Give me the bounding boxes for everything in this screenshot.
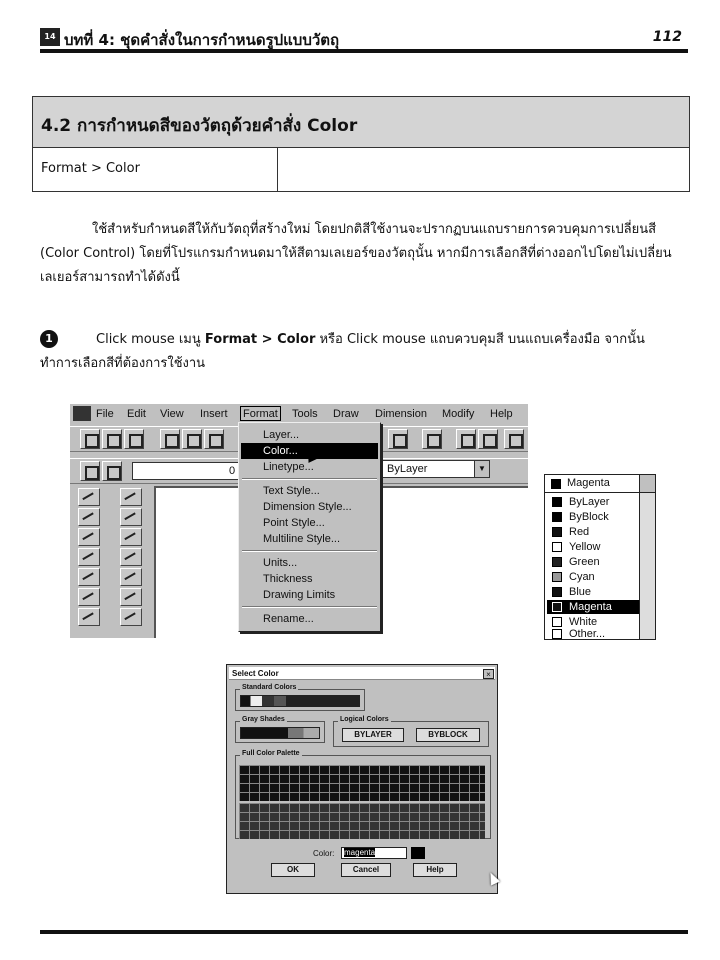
draw-toolbars	[70, 486, 154, 638]
menu-item-units[interactable]: Units...	[263, 557, 298, 569]
layers-icon[interactable]	[80, 461, 100, 481]
header-rule	[40, 49, 688, 53]
page-number: 112	[652, 29, 682, 45]
color-dropdown[interactable]	[544, 474, 656, 640]
tool-icon[interactable]	[422, 429, 442, 449]
mirror-icon[interactable]	[120, 528, 142, 546]
color-swatch	[552, 587, 562, 597]
color-option[interactable]	[547, 540, 639, 554]
track-icon[interactable]	[504, 429, 524, 449]
color-option-label: Yellow	[569, 541, 601, 553]
menu-edit[interactable]: Edit	[127, 408, 146, 420]
byblock-button[interactable]: BYBLOCK	[416, 728, 480, 742]
bylayer-button[interactable]: BYLAYER	[342, 728, 404, 742]
color-control-value: ByLayer	[387, 463, 428, 475]
color-option-label: Other...	[569, 628, 606, 639]
section-title: 4.2 การกำหนดสีของวัตถุด้วยคำสั่ง Color	[33, 97, 689, 148]
menu-item-drawing-limits[interactable]: Drawing Limits	[263, 589, 336, 601]
link-icon[interactable]	[456, 429, 476, 449]
step-text-part2: หรือ Click mouse แถบควบคุมสี บนแถบเครื่องมือ จากนั้นทำการเลือกสีที่ต้องการใช้งาน	[40, 332, 645, 371]
logical-colors-label: Logical Colors	[340, 716, 389, 723]
menu-item-multiline-style[interactable]: Multiline Style...	[263, 533, 341, 545]
color-swatch	[552, 617, 562, 627]
layer-control[interactable]	[132, 462, 246, 480]
erase-icon[interactable]	[120, 488, 142, 506]
line-icon[interactable]	[78, 488, 100, 506]
menu-item-text-style[interactable]: Text Style...	[263, 485, 320, 497]
layer-value: 0	[229, 465, 236, 477]
intro-paragraph: ใช้สำหรับกำหนดสีให้กับวัตถุที่สร้างใหม่ โดยปกติสีใช้งานจะปรากฏบนแถบรายการควบคุมการเปลี่ยนสี (Color Control) โดยที่โปรแกรมกำหนดมาให้สีตามเลเยอร์ของวัตถุนั้น หากมีการเลือกสีที่ต่างออกไปโดยไม่เปลี่ยนเลเยอร์สามารถทำได้ดังนี้	[40, 222, 672, 285]
move-icon[interactable]	[120, 588, 142, 606]
menu-separator	[242, 550, 377, 552]
color-input-value: magenta	[344, 848, 376, 857]
color-swatch	[551, 479, 561, 489]
chapter-badge-icon: 14	[40, 28, 60, 46]
pline-icon[interactable]	[78, 528, 100, 546]
color-option-label: White	[569, 616, 598, 628]
empty-cell	[278, 148, 689, 191]
rotate-icon[interactable]	[120, 608, 142, 626]
color-dropdown-value: Magenta	[567, 477, 610, 489]
offset-icon[interactable]	[120, 548, 142, 566]
color-option-selected[interactable]	[547, 600, 639, 614]
menu-path: Format > Color	[33, 148, 278, 191]
menu-dimension[interactable]: Dimension	[375, 408, 427, 420]
ok-button[interactable]: OK	[271, 863, 315, 877]
polygon-icon[interactable]	[78, 548, 100, 566]
color-swatch	[552, 527, 562, 537]
color-swatch	[552, 512, 562, 522]
color-swatch	[552, 572, 562, 582]
color-label: Color:	[313, 849, 335, 858]
full-palette-label: Full Color Palette	[242, 750, 300, 757]
page-header	[40, 28, 688, 50]
array-icon[interactable]	[120, 568, 142, 586]
color-swatch	[552, 557, 562, 567]
cancel-button[interactable]: Cancel	[341, 863, 391, 877]
menu-help[interactable]: Help	[490, 408, 513, 420]
standard-colors-group	[235, 684, 365, 711]
color-input[interactable]	[341, 847, 407, 859]
spell-icon[interactable]	[204, 429, 224, 449]
save-icon[interactable]	[124, 429, 144, 449]
scrollbar[interactable]	[639, 493, 655, 639]
close-icon[interactable]: ×	[483, 669, 494, 679]
color-dropdown-current[interactable]	[545, 475, 655, 493]
color-option-label: ByBlock	[569, 511, 609, 523]
app-icon	[73, 406, 91, 421]
new-icon[interactable]	[80, 429, 100, 449]
menu-draw[interactable]: Draw	[333, 408, 359, 420]
color-option[interactable]	[547, 555, 639, 569]
section-box	[32, 96, 690, 192]
palette-grid-top[interactable]	[239, 765, 485, 801]
dialog-title: Select Color	[229, 667, 495, 680]
step-text-bold: Format > Color	[204, 332, 316, 347]
open-icon[interactable]	[102, 429, 122, 449]
color-option-label: Magenta	[569, 601, 612, 613]
color-option-label: Cyan	[569, 571, 595, 583]
color-option[interactable]	[547, 570, 639, 584]
gray-shades-group	[235, 716, 325, 743]
chevron-down-icon[interactable]: ▼	[474, 461, 489, 477]
color-option[interactable]	[547, 585, 639, 599]
color-option-label: Green	[569, 556, 600, 568]
menu-item-layer[interactable]: Layer...	[263, 429, 300, 441]
step-text-part1: Click mouse เมนู	[96, 332, 205, 347]
color-option[interactable]	[547, 627, 639, 639]
menu-item-linetype[interactable]: Linetype...	[263, 461, 314, 473]
circle-icon[interactable]	[78, 608, 100, 626]
hyperlink-icon[interactable]	[478, 429, 498, 449]
redo-icon[interactable]	[388, 429, 408, 449]
menu-item-rename[interactable]: Rename...	[263, 613, 314, 625]
color-option-label: Blue	[569, 586, 592, 598]
menu-file[interactable]: File	[96, 408, 114, 420]
standard-colors-label: Standard Colors	[242, 684, 297, 691]
menu-format[interactable]: Format	[240, 406, 281, 421]
layer-state-icon[interactable]	[102, 461, 122, 481]
menu-item-point-style[interactable]: Point Style...	[263, 517, 325, 529]
step-number-badge: 1	[40, 330, 58, 348]
full-color-palette[interactable]	[239, 765, 485, 857]
menu-separator	[242, 478, 377, 480]
step-text	[40, 328, 680, 376]
copy-icon[interactable]	[120, 508, 142, 526]
palette-grid-bottom[interactable]	[239, 803, 485, 839]
color-swatch	[552, 542, 562, 552]
xline-icon[interactable]	[78, 508, 100, 526]
color-swatch	[552, 602, 562, 612]
color-control[interactable]	[382, 460, 490, 478]
menu-view[interactable]: View	[160, 408, 184, 420]
footer-rule	[40, 930, 688, 934]
color-option-label: Red	[569, 526, 590, 538]
help-button[interactable]: Help	[413, 863, 457, 877]
color-option[interactable]	[547, 525, 639, 539]
menu-item-dimension-style[interactable]: Dimension Style...	[263, 501, 352, 513]
menu-insert[interactable]: Insert	[200, 408, 228, 420]
color-option[interactable]	[547, 510, 639, 524]
print-icon[interactable]	[160, 429, 180, 449]
menu-separator	[242, 606, 377, 608]
color-option-label: ByLayer	[569, 496, 610, 508]
standard-color-swatches[interactable]	[240, 695, 360, 707]
preview-icon[interactable]	[182, 429, 202, 449]
chapter-title: บทที่ 4: ชุดคำสั่งในการกำหนดรูปแบบวัตถุ	[64, 31, 340, 49]
menu-item-color[interactable]: Color...	[241, 443, 378, 459]
section-menu-row	[33, 148, 689, 191]
color-option[interactable]	[547, 495, 639, 509]
select-color-dialog	[226, 664, 498, 894]
arc-icon[interactable]	[78, 588, 100, 606]
menu-modify[interactable]: Modify	[442, 408, 475, 420]
chevron-down-icon[interactable]	[639, 475, 655, 492]
logical-colors-group	[333, 716, 489, 747]
gray-shades-label: Gray Shades	[242, 716, 285, 723]
gray-shade-swatches[interactable]	[240, 727, 320, 739]
color-swatch	[552, 497, 562, 507]
rectangle-icon[interactable]	[78, 568, 100, 586]
menu-item-thickness[interactable]: Thickness	[263, 573, 313, 585]
color-swatch	[552, 629, 562, 639]
menu-tools[interactable]: Tools	[292, 408, 318, 420]
menu-bar	[70, 404, 528, 424]
color-preview	[411, 847, 425, 859]
